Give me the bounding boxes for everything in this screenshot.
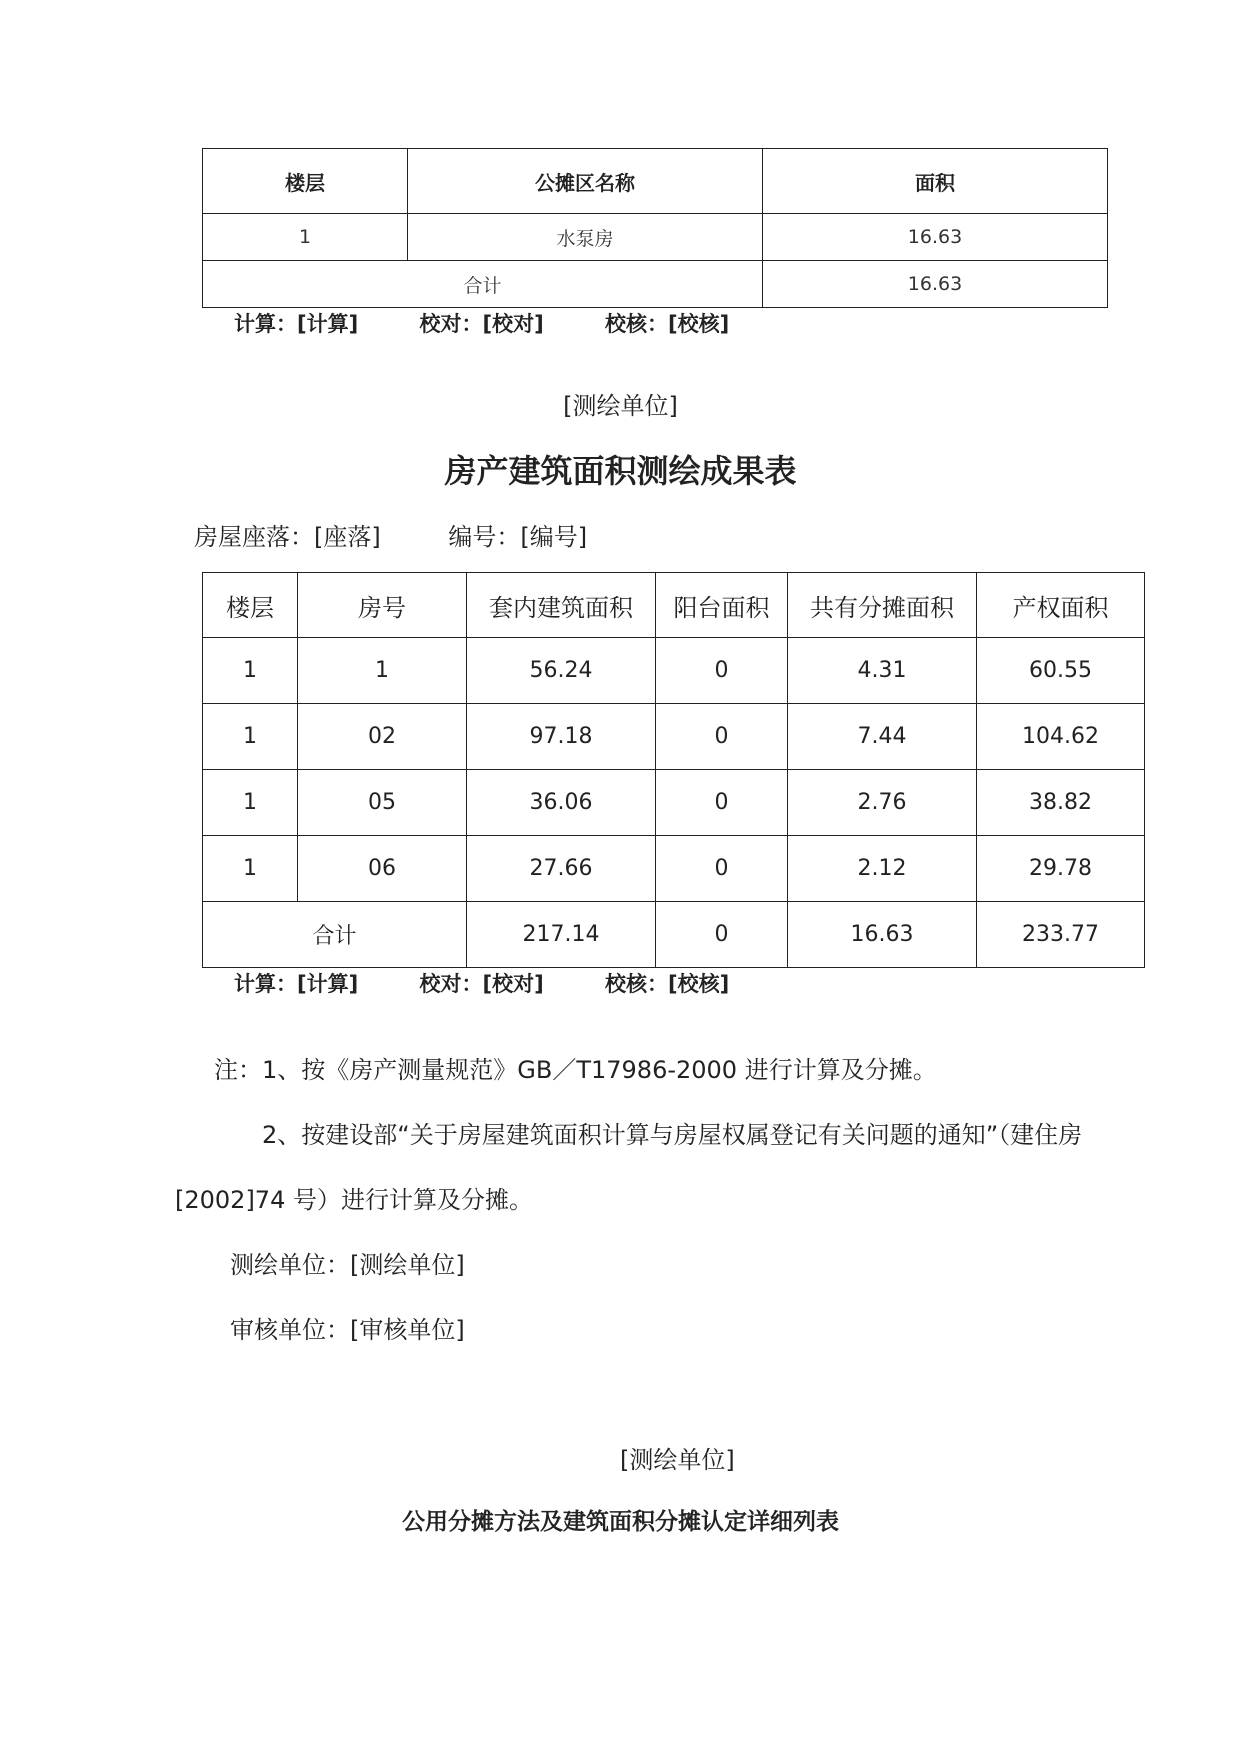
cell: 1 bbox=[203, 836, 298, 902]
cell: 1 bbox=[203, 704, 298, 770]
check-signature: 校对：[校对] bbox=[419, 972, 544, 996]
header-area-name: 公摊区名称 bbox=[408, 149, 763, 214]
cell: 0 bbox=[656, 704, 788, 770]
signature-line-2 bbox=[234, 968, 783, 998]
cell-floor: 1 bbox=[203, 214, 408, 261]
cell: 05 bbox=[298, 770, 467, 836]
shared-area-table bbox=[202, 148, 1108, 308]
calc-signature: 计算：[计算] bbox=[234, 312, 359, 336]
unit-placeholder: [测绘单位] bbox=[563, 392, 678, 420]
table-row bbox=[203, 770, 1145, 836]
header-floor: 楼层 bbox=[203, 573, 298, 638]
table-row bbox=[203, 638, 1145, 704]
cell: 06 bbox=[298, 836, 467, 902]
cell: 0 bbox=[656, 836, 788, 902]
cell-area-name: 水泵房 bbox=[408, 214, 763, 261]
cell: 2.76 bbox=[788, 770, 977, 836]
cell: 02 bbox=[298, 704, 467, 770]
note-1: 注：1、按《房产测量规范》GB／T17986-2000 进行计算及分摊。 bbox=[214, 1056, 937, 1084]
cell: 7.44 bbox=[788, 704, 977, 770]
cell: 56.24 bbox=[467, 638, 656, 704]
signature-line-1 bbox=[234, 308, 783, 338]
cell: 233.77 bbox=[977, 902, 1145, 968]
table-total-row bbox=[203, 902, 1145, 968]
table-row bbox=[203, 836, 1145, 902]
cell: 27.66 bbox=[467, 836, 656, 902]
header-shared-area: 共有分摊面积 bbox=[788, 573, 977, 638]
footer-title: 公用分摊方法及建筑面积分摊认定详细列表 bbox=[402, 1509, 839, 1535]
page-title: 房产建筑面积测绘成果表 bbox=[444, 452, 797, 490]
cell: 36.06 bbox=[467, 770, 656, 836]
note-2-line-2: [2002]74 号）进行计算及分摊。 bbox=[175, 1186, 533, 1214]
number-text: 编号：[编号] bbox=[448, 523, 588, 551]
cell: 16.63 bbox=[788, 902, 977, 968]
header-inner-area: 套内建筑面积 bbox=[467, 573, 656, 638]
location-line bbox=[194, 517, 587, 552]
header-property-area: 产权面积 bbox=[977, 573, 1145, 638]
header-balcony-area: 阳台面积 bbox=[656, 573, 788, 638]
header-room: 房号 bbox=[298, 573, 467, 638]
cell: 29.78 bbox=[977, 836, 1145, 902]
cell: 38.82 bbox=[977, 770, 1145, 836]
cell: 0 bbox=[656, 902, 788, 968]
area-result-table bbox=[202, 572, 1145, 968]
table-row bbox=[203, 704, 1145, 770]
cell: 1 bbox=[203, 638, 298, 704]
calc-signature: 计算：[计算] bbox=[234, 972, 359, 996]
table-header-row bbox=[203, 149, 1108, 214]
cell: 60.55 bbox=[977, 638, 1145, 704]
total-value: 16.63 bbox=[763, 261, 1108, 308]
table-row bbox=[203, 214, 1108, 261]
cell: 0 bbox=[656, 770, 788, 836]
cell: 4.31 bbox=[788, 638, 977, 704]
audit-unit: 审核单位：[审核单位] bbox=[230, 1316, 465, 1344]
total-label: 合计 bbox=[203, 902, 467, 968]
cell: 0 bbox=[656, 638, 788, 704]
footer-unit: [测绘单位] bbox=[620, 1446, 735, 1474]
cell: 1 bbox=[298, 638, 467, 704]
header-area: 面积 bbox=[763, 149, 1108, 214]
cell: 104.62 bbox=[977, 704, 1145, 770]
survey-unit: 测绘单位：[测绘单位] bbox=[230, 1251, 465, 1279]
check-signature: 校对：[校对] bbox=[419, 312, 544, 336]
cell: 1 bbox=[203, 770, 298, 836]
review-signature: 校核：[校核] bbox=[605, 972, 730, 996]
cell: 97.18 bbox=[467, 704, 656, 770]
cell-area: 16.63 bbox=[763, 214, 1108, 261]
review-signature: 校核：[校核] bbox=[605, 312, 730, 336]
note-2-line-1: 2、按建设部“关于房屋建筑面积计算与房屋权属登记有关问题的通知”（建住房 bbox=[262, 1121, 1083, 1149]
header-floor: 楼层 bbox=[203, 149, 408, 214]
table-header-row bbox=[203, 573, 1145, 638]
total-label: 合计 bbox=[203, 261, 763, 308]
location-text: 房屋座落：[座落] bbox=[194, 523, 381, 551]
cell: 2.12 bbox=[788, 836, 977, 902]
cell: 217.14 bbox=[467, 902, 656, 968]
table-total-row bbox=[203, 261, 1108, 308]
